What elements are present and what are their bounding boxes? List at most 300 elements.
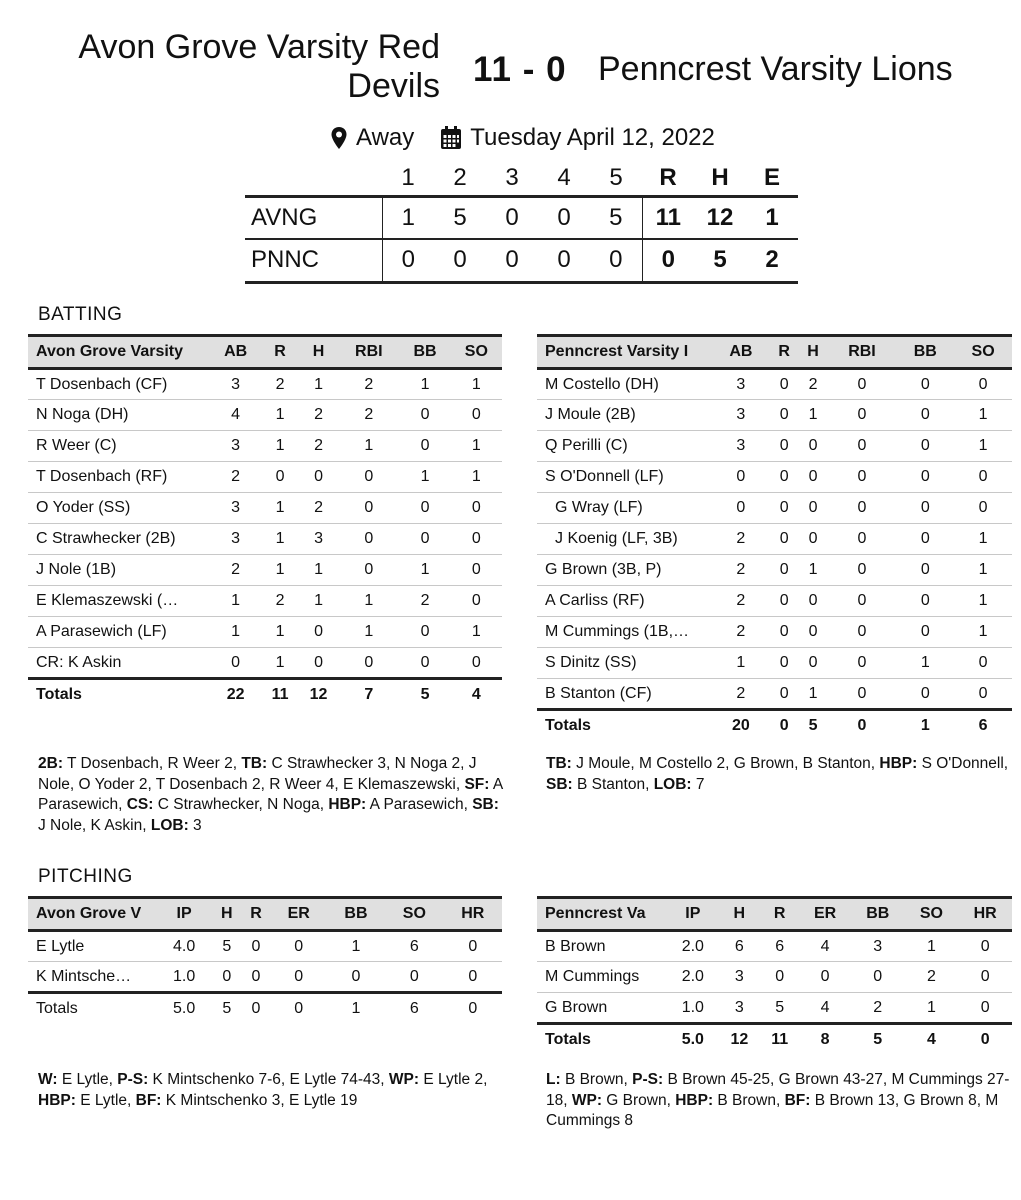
note-text: C Strawhecker, N Noga, — [153, 796, 329, 813]
player-row — [28, 617, 502, 648]
stat-column-header: R — [241, 898, 270, 931]
stat-value: 4.0 — [156, 931, 212, 962]
player-name[interactable]: N Noga (DH) — [28, 400, 210, 431]
stat-value: 1 — [210, 617, 261, 648]
stat-value: 0 — [896, 369, 954, 400]
stat-column-header: R — [760, 898, 799, 931]
stat-value: 2 — [851, 993, 905, 1024]
stat-value: 2 — [712, 586, 770, 617]
total-value: 0 — [271, 993, 327, 1024]
player-row — [28, 962, 502, 993]
stat-value: 2 — [299, 493, 338, 524]
stat-value: 1 — [261, 400, 299, 431]
stat-value: 3 — [712, 431, 770, 462]
total-value: 0 — [958, 1024, 1012, 1055]
stat-value: 0 — [338, 648, 399, 679]
stat-value: 0 — [896, 586, 954, 617]
stat-value: 0 — [828, 493, 897, 524]
total-value: 5 — [851, 1024, 905, 1055]
stat-value: 3 — [210, 369, 261, 400]
note-label: P-S: — [117, 1071, 149, 1088]
note-text: E Lytle 2, — [419, 1071, 488, 1088]
total-value: 4 — [451, 679, 502, 710]
stat-value: 3 — [210, 524, 261, 555]
stat-value: 1 — [261, 431, 299, 462]
home-batting-table — [28, 334, 502, 710]
stat-value: 2 — [712, 524, 770, 555]
stat-value: 0 — [770, 648, 799, 679]
away-batting-notes — [546, 754, 1012, 795]
player-name[interactable]: G Brown — [537, 993, 667, 1024]
stat-column-header: BB — [399, 336, 450, 369]
team-column-header: Penncrest Varsity I — [537, 336, 712, 369]
totals-row — [537, 710, 1012, 741]
line-score-team: PNNC — [245, 239, 382, 282]
stat-value: 0 — [799, 648, 828, 679]
stat-value: 0 — [770, 462, 799, 493]
stat-column-header: H — [212, 898, 241, 931]
stat-column-header: IP — [156, 898, 212, 931]
stat-value: 3 — [712, 369, 770, 400]
player-name[interactable]: M Cummings — [537, 962, 667, 993]
note-label: 2B: — [38, 755, 63, 772]
stat-value: 3 — [210, 493, 261, 524]
stat-column-header: HR — [958, 898, 1012, 931]
stat-value: 0 — [828, 462, 897, 493]
stat-value: 2 — [261, 586, 299, 617]
stat-value: 1 — [261, 493, 299, 524]
player-row — [537, 993, 1012, 1024]
home-pitching-notes — [38, 1070, 508, 1111]
stat-value: 0 — [958, 962, 1012, 993]
stat-value: 2 — [210, 462, 261, 493]
stat-value: 0 — [212, 962, 241, 993]
game-location: Away — [356, 124, 415, 151]
player-name[interactable]: S O'Donnell (LF) — [537, 462, 712, 493]
total-value: 0 — [241, 993, 270, 1024]
stat-value: 4 — [799, 993, 851, 1024]
stat-value: 0 — [954, 462, 1012, 493]
stat-value: 0 — [896, 617, 954, 648]
stat-value: 0 — [828, 617, 897, 648]
stat-value: 0 — [451, 555, 502, 586]
note-text: J Nole, K Askin, — [38, 816, 151, 834]
stat-value: 5 — [760, 993, 799, 1024]
totals-label: Totals — [28, 993, 156, 1024]
player-name[interactable]: O Yoder (SS) — [28, 493, 210, 524]
stat-value: 0 — [770, 617, 799, 648]
stat-value: 1 — [299, 586, 338, 617]
stat-value: 2 — [399, 586, 450, 617]
note-label: SB: — [472, 796, 499, 813]
total-value: 6 — [385, 993, 443, 1024]
note-label: P-S: — [632, 1071, 664, 1088]
inning-runs: 0 — [486, 239, 538, 282]
note-text: B Stanton, — [572, 775, 654, 793]
stat-value: 0 — [828, 400, 897, 431]
calendar-icon — [440, 126, 462, 150]
player-name[interactable]: Q Perilli (C) — [537, 431, 712, 462]
stat-value: 1 — [799, 400, 828, 431]
home-team-name[interactable]: Avon Grove Varsity Red Devils — [78, 28, 440, 105]
away-pitching-table — [537, 896, 1012, 1055]
player-row — [28, 555, 502, 586]
stat-value: 0 — [770, 586, 799, 617]
stat-value: 4 — [210, 400, 261, 431]
stat-value: 0 — [399, 400, 450, 431]
player-row — [537, 931, 1012, 962]
stat-value: 1 — [451, 369, 502, 400]
stat-value: 0 — [338, 555, 399, 586]
player-row — [28, 648, 502, 679]
player-name[interactable]: C Strawhecker (2B) — [28, 524, 210, 555]
stat-value: 3 — [712, 400, 770, 431]
stat-value: 1 — [210, 586, 261, 617]
stat-value: 2 — [299, 400, 338, 431]
stat-value: 0 — [451, 524, 502, 555]
player-name[interactable]: CR: K Askin — [28, 648, 210, 679]
stat-value: 0 — [770, 524, 799, 555]
stat-value: 0 — [828, 524, 897, 555]
stat-value: 0 — [210, 648, 261, 679]
totals-label: Totals — [537, 1024, 667, 1055]
player-name[interactable]: A Carliss (RF) — [537, 586, 712, 617]
away-pitching-notes — [546, 1070, 1012, 1132]
stat-value: 0 — [799, 586, 828, 617]
player-row — [537, 462, 1012, 493]
batting-header-row — [28, 336, 502, 369]
player-row — [537, 369, 1012, 400]
stat-value: 0 — [399, 617, 450, 648]
stat-value: 1 — [261, 617, 299, 648]
stat-value: 0 — [799, 431, 828, 462]
stat-value: 1 — [451, 431, 502, 462]
stat-value: 0 — [896, 493, 954, 524]
stat-value: 4 — [799, 931, 851, 962]
stat-value: 1 — [896, 648, 954, 679]
player-name[interactable]: G Brown (3B, P) — [537, 555, 712, 586]
inning-runs: 0 — [486, 196, 538, 239]
totals-label: Totals — [537, 710, 712, 741]
stat-column-header: ER — [799, 898, 851, 931]
player-row — [537, 524, 1012, 555]
stat-value: 0 — [399, 648, 450, 679]
player-row — [28, 931, 502, 962]
stat-value: 2 — [261, 369, 299, 400]
stat-value: 0 — [261, 462, 299, 493]
total-value: 0 — [770, 710, 799, 741]
stat-value: 0 — [712, 493, 770, 524]
stat-value: 0 — [799, 617, 828, 648]
player-row — [28, 462, 502, 493]
stat-value: 2 — [299, 431, 338, 462]
stat-value: 2.0 — [667, 962, 719, 993]
note-label: HBP: — [328, 796, 367, 813]
runs-header: R — [642, 162, 694, 196]
stat-value: 1 — [399, 555, 450, 586]
pitching-section-title: PITCHING — [38, 866, 133, 887]
stat-value: 0 — [828, 369, 897, 400]
stat-column-header: H — [299, 336, 338, 369]
stat-value: 0 — [760, 962, 799, 993]
batting-header-row — [537, 336, 1012, 369]
stat-value: 0 — [896, 679, 954, 710]
player-name[interactable]: J Nole (1B) — [28, 555, 210, 586]
stat-value: 1 — [954, 617, 1012, 648]
inning-runs: 0 — [590, 239, 642, 282]
line-score-row — [245, 239, 798, 282]
stat-value: 1 — [399, 369, 450, 400]
note-text: B Brown 45-25, G Brown 43-27, M Cummings 27-18, — [546, 1071, 1010, 1109]
batting-section-title: BATTING — [38, 304, 123, 325]
note-text: B Brown 13, G Brown 8, M Cummings 8 — [546, 1091, 999, 1129]
total-value: 0 — [828, 710, 897, 741]
stat-value: 6 — [719, 931, 760, 962]
player-name[interactable]: M Cummings (1B,… — [537, 617, 712, 648]
stat-value: 0 — [828, 555, 897, 586]
inning-runs: 5 — [590, 196, 642, 239]
stat-value: 0 — [399, 524, 450, 555]
stat-value: 1 — [299, 555, 338, 586]
total-value: 7 — [338, 679, 399, 710]
stat-value: 2 — [905, 962, 959, 993]
total-value: 0 — [444, 993, 502, 1024]
note-text: K Mintschenko 7-6, E Lytle 74-43, — [148, 1071, 389, 1088]
stat-value: 1 — [399, 462, 450, 493]
total-value: 5 — [799, 710, 828, 741]
stat-value: 0 — [241, 931, 270, 962]
pitching-header-row — [537, 898, 1012, 931]
stat-value: 3 — [210, 431, 261, 462]
stat-value: 0 — [770, 679, 799, 710]
total-value: 5.0 — [667, 1024, 719, 1055]
stat-value: 0 — [828, 679, 897, 710]
player-row — [537, 400, 1012, 431]
stat-value: 1 — [954, 586, 1012, 617]
team-column-header: Penncrest Va — [537, 898, 667, 931]
stat-value: 0 — [299, 462, 338, 493]
stat-value: 1.0 — [156, 962, 212, 993]
player-row — [28, 431, 502, 462]
stat-value: 0 — [299, 617, 338, 648]
stat-value: 0 — [828, 586, 897, 617]
stat-value: 1 — [712, 648, 770, 679]
stat-column-header: R — [261, 336, 299, 369]
stat-column-header: BB — [896, 336, 954, 369]
player-row — [28, 400, 502, 431]
total-value: 6 — [954, 710, 1012, 741]
player-name[interactable]: E Lytle — [28, 931, 156, 962]
note-text: A Parasewich, — [38, 775, 503, 813]
stat-value: 2 — [799, 369, 828, 400]
stat-value: 1 — [261, 648, 299, 679]
stat-value: 0 — [896, 555, 954, 586]
note-label: SF: — [464, 775, 490, 793]
stat-value: 0 — [958, 993, 1012, 1024]
totals-row — [537, 1024, 1012, 1055]
stat-value: 3 — [719, 962, 760, 993]
player-name[interactable]: S Dinitz (SS) — [537, 648, 712, 679]
note-label: LOB: — [150, 816, 189, 834]
player-name[interactable]: J Moule (2B) — [537, 400, 712, 431]
player-row — [537, 617, 1012, 648]
player-name[interactable]: J Koenig (LF, 3B) — [537, 524, 712, 555]
stat-value: 0 — [271, 962, 327, 993]
note-text: K Mintschenko 3, E Lytle 19 — [161, 1091, 358, 1109]
note-label: W: — [38, 1071, 58, 1088]
stat-value: 0 — [799, 493, 828, 524]
stat-value: 0 — [399, 493, 450, 524]
game-header — [0, 28, 1021, 118]
total-value: 5 — [212, 993, 241, 1024]
note-text: E Lytle, — [75, 1091, 136, 1109]
stat-value: 0 — [954, 493, 1012, 524]
stat-value: 1 — [954, 555, 1012, 586]
stat-column-header: RBI — [338, 336, 399, 369]
stat-value: 0 — [444, 962, 502, 993]
player-name[interactable]: R Weer (C) — [28, 431, 210, 462]
stat-column-header: BB — [327, 898, 385, 931]
player-row — [537, 493, 1012, 524]
stat-value: 1 — [299, 369, 338, 400]
player-row — [28, 493, 502, 524]
stat-value: 3 — [299, 524, 338, 555]
team-column-header: Avon Grove Varsity — [28, 336, 210, 369]
stat-column-header: ER — [271, 898, 327, 931]
stat-value: 0 — [799, 962, 851, 993]
total-hits: 12 — [694, 196, 746, 239]
stat-value: 0 — [338, 462, 399, 493]
player-name[interactable]: E Klemaszewski (… — [28, 586, 210, 617]
inning-header: 3 — [486, 162, 538, 196]
note-text: J Moule, M Costello 2, G Brown, B Stanton, — [571, 755, 880, 772]
stat-value: 0 — [241, 962, 270, 993]
stat-value: 3 — [851, 931, 905, 962]
inning-runs: 0 — [434, 239, 486, 282]
stat-value: 0 — [770, 369, 799, 400]
note-label: BF: — [784, 1091, 811, 1109]
stat-value: 1 — [905, 931, 959, 962]
total-value: 1 — [896, 710, 954, 741]
total-runs: 0 — [642, 239, 694, 282]
stat-value: 0 — [896, 462, 954, 493]
away-team-name[interactable]: Penncrest Varsity Lions — [598, 50, 953, 88]
hits-header: H — [694, 162, 746, 196]
stat-column-header: SO — [905, 898, 959, 931]
stat-column-header: AB — [210, 336, 261, 369]
stat-value: 1 — [799, 555, 828, 586]
stat-value: 2 — [712, 617, 770, 648]
player-name[interactable]: B Stanton (CF) — [537, 679, 712, 710]
home-batting-notes — [38, 754, 508, 836]
note-label: TB: — [241, 755, 268, 772]
stat-value: 0 — [299, 648, 338, 679]
player-name[interactable]: G Wray (LF) — [537, 493, 712, 524]
total-value: 5.0 — [156, 993, 212, 1024]
stat-value: 0 — [954, 679, 1012, 710]
stat-column-header: AB — [712, 336, 770, 369]
total-value: 12 — [299, 679, 338, 710]
stat-value: 3 — [719, 993, 760, 1024]
pitching-header-row — [28, 898, 502, 931]
total-value: 5 — [399, 679, 450, 710]
total-errors: 2 — [746, 239, 798, 282]
stat-value: 1 — [799, 679, 828, 710]
inning-header: 5 — [590, 162, 642, 196]
stat-value: 0 — [851, 962, 905, 993]
stat-column-header: SO — [385, 898, 443, 931]
player-name[interactable]: T Dosenbach (CF) — [28, 369, 210, 400]
note-text: C Strawhecker 3, N Noga 2, J Nole, O Yoder 2, T Dosenbach 2, R Weer 4, E Klemaszewski, — [38, 755, 477, 793]
stat-value: 0 — [828, 648, 897, 679]
line-score-team-header — [245, 162, 382, 196]
player-row — [28, 524, 502, 555]
note-text: 7 — [691, 775, 705, 793]
player-name[interactable]: A Parasewich (LF) — [28, 617, 210, 648]
final-score: 11 - 0 — [473, 50, 567, 89]
total-value: 1 — [327, 993, 385, 1024]
stat-value: 1 — [905, 993, 959, 1024]
player-row — [537, 431, 1012, 462]
total-value: 22 — [210, 679, 261, 710]
stat-value: 1 — [451, 462, 502, 493]
note-text: A Parasewich, — [366, 796, 473, 813]
inning-runs: 0 — [538, 239, 590, 282]
line-score-team: AVNG — [245, 196, 382, 239]
stat-value: 0 — [896, 524, 954, 555]
stat-value: 0 — [451, 493, 502, 524]
stat-value: 1 — [954, 431, 1012, 462]
player-row — [537, 586, 1012, 617]
note-text: 3 — [188, 816, 202, 834]
player-name[interactable]: T Dosenbach (RF) — [28, 462, 210, 493]
stat-value: 0 — [399, 431, 450, 462]
total-value: 8 — [799, 1024, 851, 1055]
player-name[interactable]: M Costello (DH) — [537, 369, 712, 400]
away-batting-table — [537, 334, 1012, 741]
note-text: G Brown, — [602, 1091, 676, 1109]
note-label: CS: — [126, 796, 154, 813]
stat-value: 0 — [828, 431, 897, 462]
note-text: E Lytle, — [57, 1071, 118, 1088]
note-label: HBP: — [879, 755, 918, 772]
player-name[interactable]: B Brown — [537, 931, 667, 962]
note-label: LOB: — [653, 775, 692, 793]
player-name[interactable]: K Mintsche… — [28, 962, 156, 993]
stat-value: 1 — [954, 400, 1012, 431]
stat-value: 0 — [799, 462, 828, 493]
stat-column-header: R — [770, 336, 799, 369]
note-label: TB: — [546, 755, 572, 772]
stat-value: 1 — [338, 586, 399, 617]
game-meta — [330, 122, 715, 154]
stat-value: 2 — [338, 369, 399, 400]
stat-value: 0 — [799, 524, 828, 555]
total-value: 11 — [760, 1024, 799, 1055]
stat-column-header: H — [719, 898, 760, 931]
player-row — [28, 369, 502, 400]
note-label: L: — [546, 1071, 561, 1088]
stat-value: 0 — [712, 462, 770, 493]
stat-column-header: SO — [451, 336, 502, 369]
stat-value: 6 — [760, 931, 799, 962]
stat-value: 0 — [385, 962, 443, 993]
map-pin-icon — [330, 126, 348, 150]
stat-value: 0 — [770, 555, 799, 586]
inning-header: 2 — [434, 162, 486, 196]
player-row — [537, 555, 1012, 586]
total-hits: 5 — [694, 239, 746, 282]
